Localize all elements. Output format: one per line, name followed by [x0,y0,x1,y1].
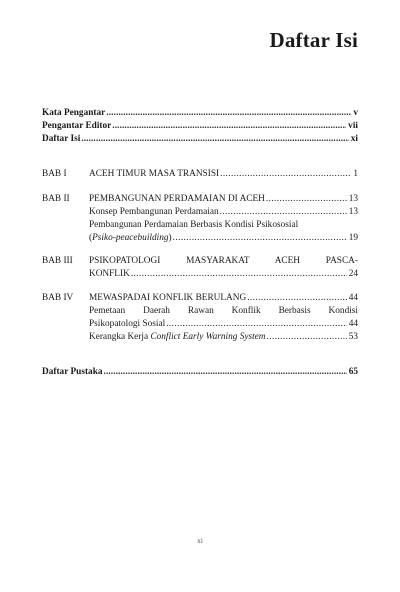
chapter-bab-3 [42,255,358,281]
dot-leader [220,206,347,219]
toc-entry-chapter-4[interactable] [89,292,358,305]
section-title-line: Pembangunan Perdamaian Berbasis Kondisi Psikososial [89,220,299,230]
page-title: Daftar Isi [269,28,358,52]
toc-entry-page: 13 [348,194,358,204]
toc-entry-section[interactable] [89,331,358,344]
toc-entry-page: xi [350,134,358,144]
chapter-title: ACEH TIMUR MASA TRANSISI [89,169,220,179]
toc-entry-page: 13 [348,207,358,217]
section-title-line: Psikopatologi Sosial [89,319,166,329]
dot-leader [266,193,347,206]
chapter-bab-2 [42,193,358,245]
section-title-line: Pemetaan Daerah Rawan Konflik Berbasis Kondisi [89,306,358,316]
toc-entry-pengantar-editor[interactable] [42,120,358,133]
chapter-number: BAB II [42,194,70,204]
section-title-line: (Psiko-peacebuilding) [89,233,172,243]
chapter-number: BAB III [42,256,73,266]
toc-entry-section[interactable] [89,206,358,219]
toc-entry-label: Kata Pengantar [42,108,106,118]
chapter-number: BAB I [42,169,67,179]
table-of-contents [42,107,358,379]
chapter-title: MEWASPADAI KONFLIK BERULANG [89,293,247,303]
toc-entry-page: v [353,108,358,118]
dot-leader [112,120,346,133]
dot-leader [220,168,351,181]
dot-leader [131,268,347,281]
dot-leader [173,232,347,245]
toc-entry-page: 19 [348,233,358,243]
section-title: Kerangka Kerja Conflict Early Warning System [89,332,266,342]
toc-entry-page: 24 [348,269,358,279]
toc-entry-kata-pengantar[interactable] [42,107,358,120]
chapter-title: PEMBANGUNAN PERDAMAIAN DI ACEH [89,194,265,204]
toc-entry-daftar-pustaka[interactable] [42,366,358,379]
dot-leader [166,318,347,331]
toc-entry-page: 44 [348,293,358,303]
toc-entry-label: Daftar Isi [42,134,81,144]
toc-entry-chapter-3[interactable] [89,255,358,281]
toc-entry-label: Daftar Pustaka [42,367,103,377]
toc-entry-label: Pengantar Editor [42,121,112,131]
toc-entry-chapter-2[interactable] [89,193,358,206]
chapter-title-line: PSIKOPATOLOGI MASYARAKAT ACEH PASCA- [89,256,358,266]
toc-entry-page: 1 [353,169,358,179]
toc-entry-section[interactable] [89,305,358,331]
dot-leader [81,133,348,146]
toc-entry-page: 44 [348,319,358,329]
chapter-number: BAB IV [42,293,74,303]
chapter-title-line: KONFLIK [89,269,130,279]
page-number: xi [197,536,203,545]
chapter-bab-4 [42,292,358,344]
toc-entry-daftar-isi[interactable] [42,133,358,146]
toc-entry-section[interactable] [89,219,358,245]
toc-entry-chapter-1[interactable] [89,168,358,181]
toc-entry-page: 65 [348,367,358,377]
dot-leader [104,366,347,379]
chapter-bab-1 [42,168,358,181]
dot-leader [247,292,347,305]
section-title: Konsep Pembangunan Perdamaian [89,207,219,217]
dot-leader [106,107,351,120]
toc-entry-page: 53 [348,332,358,342]
dot-leader [267,331,347,344]
toc-entry-page: vii [348,121,358,131]
